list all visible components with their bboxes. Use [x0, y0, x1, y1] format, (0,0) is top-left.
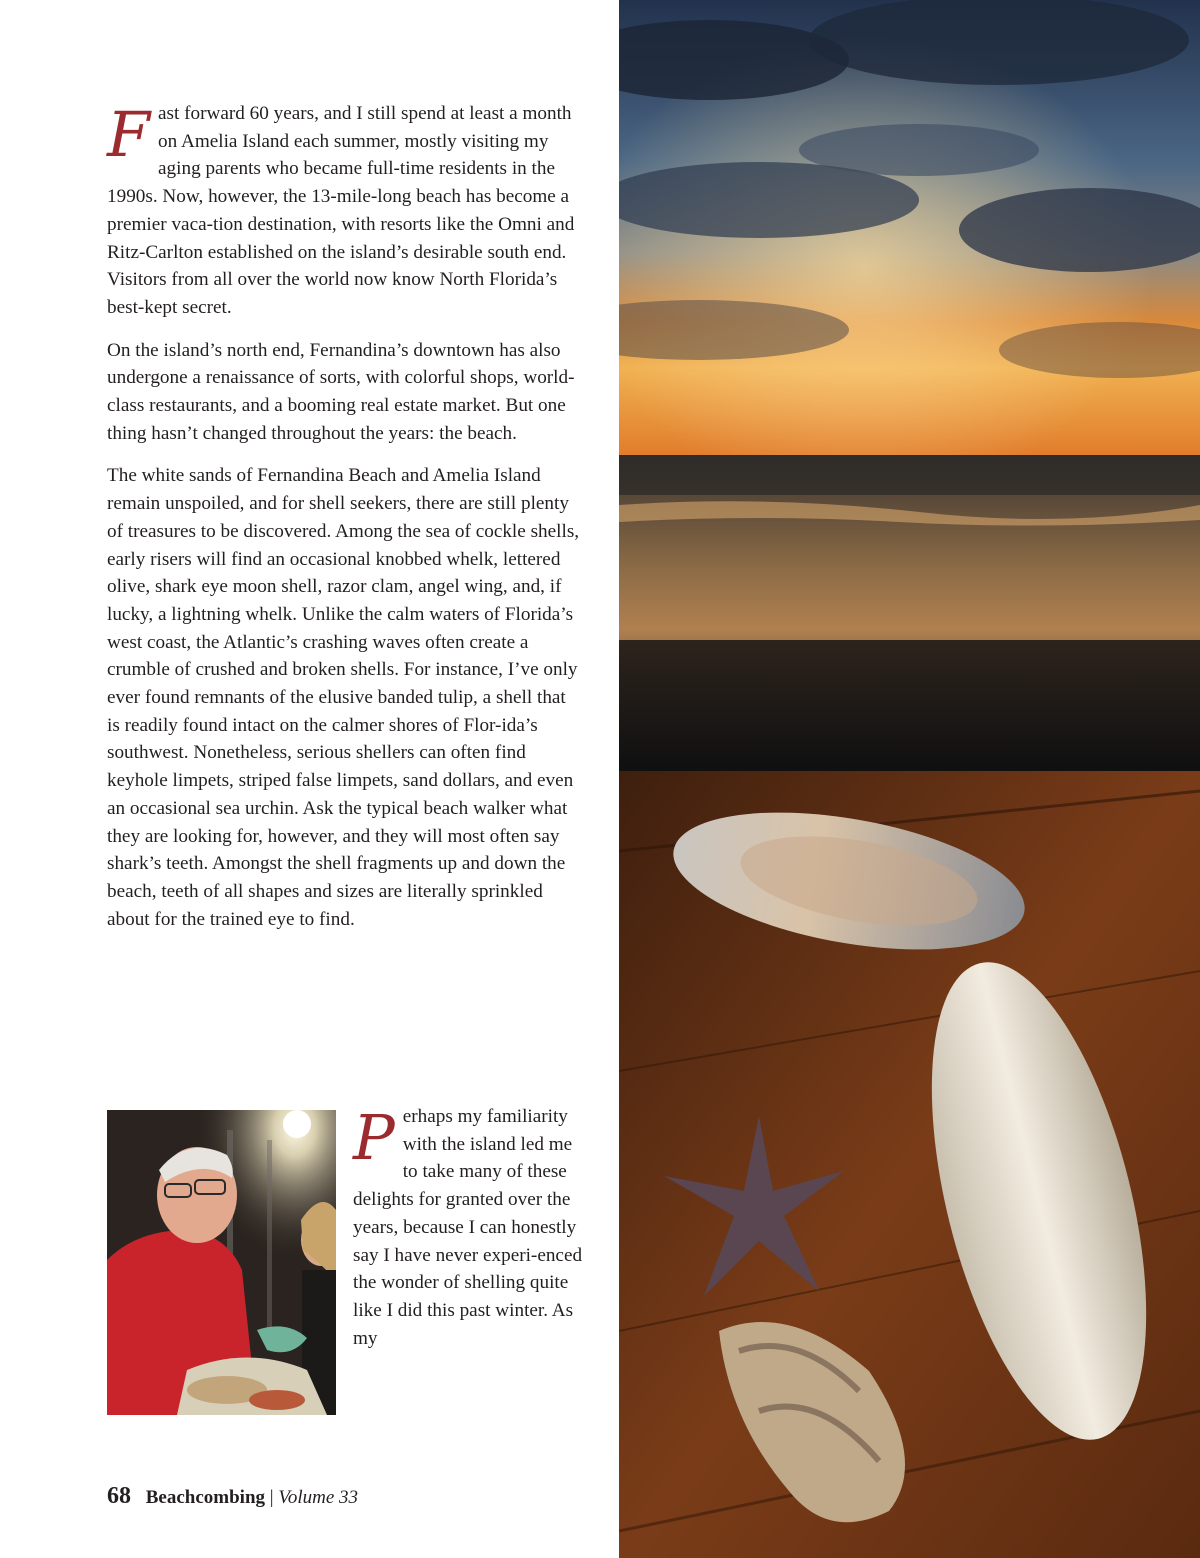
photo-beach-sunset [619, 0, 1200, 771]
magazine-name: Beachcombing [145, 1487, 266, 1508]
paragraph-text: ast forward 60 years, and I still spend at least a month on Amelia Island each summer, mostly visiting my aging parents who became full-time residents in the 1990s. Now, however, the 13-mile-long beach has become a premier vaca-tion destination, with resorts like the Omni and Ritz-Carlton established on the island’s desirable south end. Visitors from all over the world now know North Florida’s best-kept secret. [107, 103, 575, 318]
footer-separator: | [269, 1487, 274, 1508]
volume-label: Volume 33 [278, 1487, 359, 1508]
page-number: 68 [107, 1483, 131, 1509]
drop-cap: F [107, 98, 151, 171]
photo-man-with-shells [107, 1110, 336, 1415]
article-paragraph-2: On the island’s north end, Fernandina’s downtown has also undergone a renaissance of sorts, with colorful shops, world-class restaurants, and a booming real estate market. But one thing hasn’t changed throughout the years: the beach. [107, 339, 575, 444]
paragraph-text: erhaps my familiarity with the island led me to take many of these delights for granted over the years, because I can honestly say I have never experi-enced the wonder of shelling quite like I did this past winter. As my [353, 1106, 583, 1349]
side-article-column [353, 1103, 583, 1367]
photo-shells-on-wood [619, 771, 1200, 1558]
article-paragraph-1 [107, 100, 583, 322]
main-article-column [107, 100, 583, 948]
article-paragraph-4 [353, 1103, 583, 1352]
article-paragraph-3: The white sands of Fernandina Beach and Amelia Island remain unspoiled, and for shell seekers, there are still plenty of treasures to be discovered. Among the sea of cockle shells, early risers will find an occasional knobbed whelk, lettered olive, shark eye moon shell, razor clam, angel wing, and, if lucky, a lightning whelk. Unlike the calm waters of Florida’s west coast, the Atlantic’s crashing waves often create a crumble of crushed and broken shells. For instance, I’ve only ever found remnants of the elusive banded tulip, a shell that is readily found intact on the calmer shores of Flor-ida’s southwest. Nonetheless, serious shellers can often find keyhole limpets, striped false limpets, sand dollars, and even an occasional sea urchin. Ask the typical beach walker what they are looking for, however, and they will most often say shark’s teeth. Amongst the shell fragments up and down the beach, teeth of all shapes and sizes are literally sprinkled about for the trained eye to find. [107, 465, 580, 930]
page-footer [107, 1483, 358, 1510]
drop-cap: P [353, 1101, 395, 1174]
